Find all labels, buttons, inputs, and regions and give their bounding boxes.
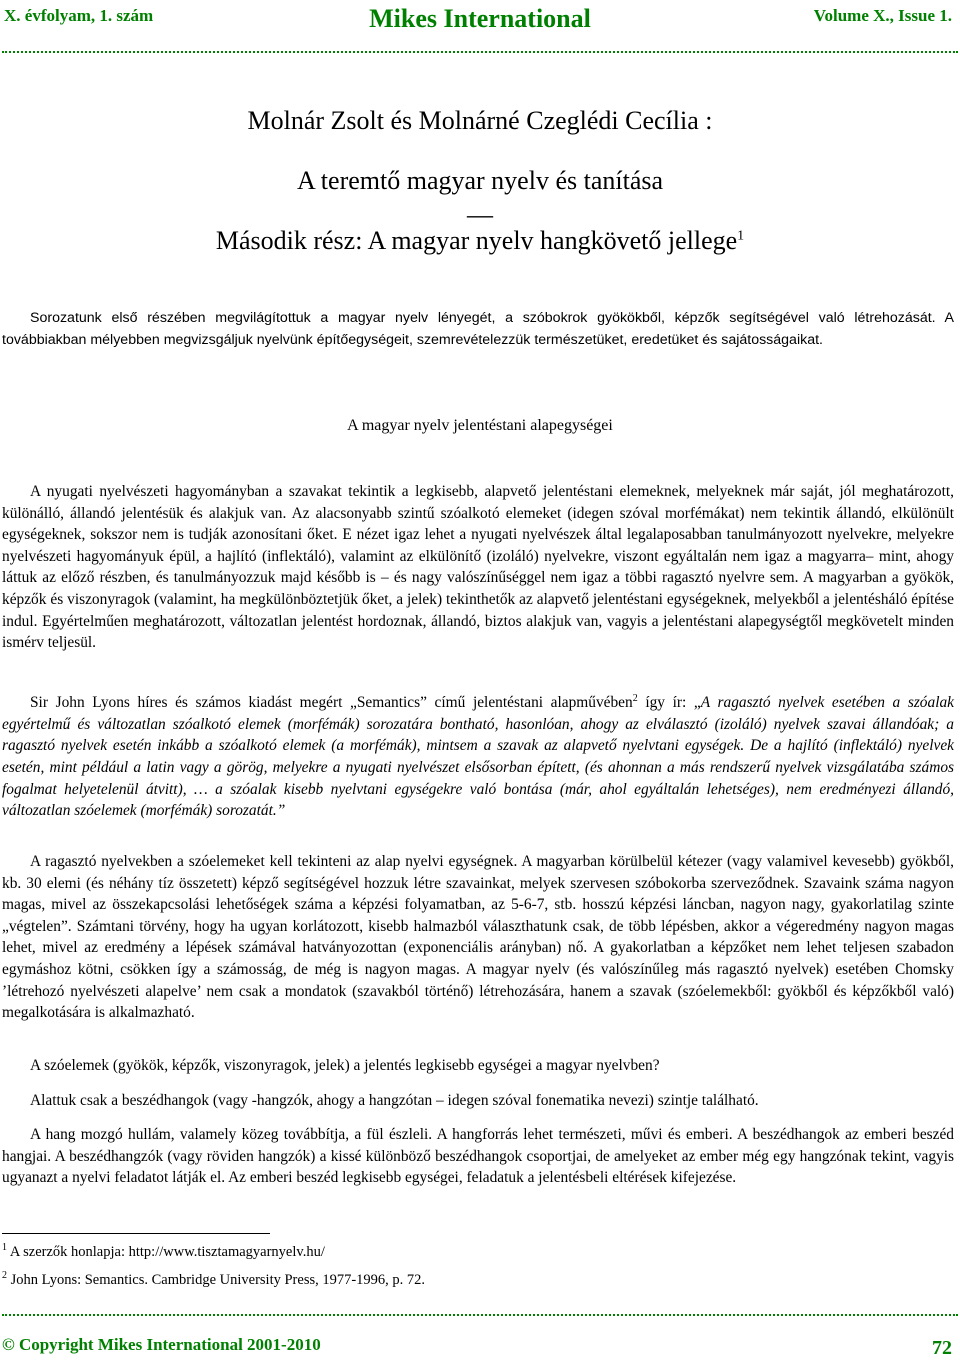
section-heading: A magyar nyelv jelentéstani alapegységei [347, 417, 613, 434]
footnote-2 [2, 1270, 425, 1289]
footnote-ref-1[interactable]: 1 [737, 228, 745, 244]
page-number: 72 [932, 1337, 952, 1359]
page-header [0, 2, 960, 38]
publication-title: Mikes International [369, 4, 591, 33]
subtitle-text: Második rész: A magyar nyelv hangkövető jellege [215, 226, 738, 255]
issue-label-hu: X. évfolyam, 1. szám [4, 6, 154, 25]
copyright-notice: © Copyright Mikes International 2001-2010 [2, 1335, 321, 1354]
body-paragraph-6: A hang mozgó hullám, valamely közeg továbbítja, a fül észleli. A hangforrás lehet természeti, művi és emberi. A beszédhangok az emberi beszéd hangjai. A beszédhangzók (vagy röviden hangzók) a kissé különböző beszédhangok csoportjai, de amelyeket az ember még egy hangzónak tekint, vagyis ugyanazt a nyelvi feladatot látják el. Az emberi beszéd legkisebb egységei, feladatuk a jelentésbeli eltérések kifejezése. [2, 1126, 954, 1187]
footnote-1-text[interactable]: A szerzők honlapja: http://www.tisztamagyarnyelv.hu/ [7, 1243, 325, 1260]
article-title: A teremtő magyar nyelv és tanítása [296, 166, 664, 195]
title-dash: — [467, 200, 493, 229]
footnote-2-number: 2 [2, 1270, 7, 1281]
article-authors: Molnár Zsolt és Molnárné Czeglédi Cecília : [247, 106, 713, 135]
p2-text-start: Sir John Lyons híres és számos kiadást megért „Semantics” című jelentéstani alapművében [30, 694, 633, 712]
body-paragraph-1: A nyugati nyelvészeti hagyományban a szavakat tekintik a legkisebb, alapvető jelentéstani elemeknek, melyeknek már saját, jól meghatározott, különálló, állandó jelentésük és alakjuk van. Az alacsonyabb szintű szóalkotó elemeket (idegen szóval morfémákat) nem tekintik állandó, elkülönült egységeknek, sokszor nem is tudják azonosítani őket. E nézet igaz lehet a nyugati nyelvészek által legalaposabban tanulmányozott nyelvekre, melyekre nyelvészeti hagyományuk épül, a hajlító (inflektáló), valamint az elkülönítő (izoláló) nyelvekre, viszont egyáltalán nem igaz a magyarra– mint, ahogy láttuk az előző részben, és tanulmányozzuk majd később is – és nagy valószínűséggel nem igaz a többi ragasztó nyelvre sem. A magyarban a gyökök, képzők és viszonyragok (valamint, ha megkülönböztetjük őket, a jelek) tekinthetők az alapvető jelentéstani egységeknek, melyekből a jelentésháló építése indul. Egyértelműen meghatározott, változatlan jelentést hordoznak, állandó, biztos alakjuk van, vagyis a jelentéstani alapegységtől megkövetelt minden ismérv teljesül. [2, 483, 954, 652]
footnote-divider [2, 1233, 270, 1234]
footnote-1-number: 1 [2, 1242, 7, 1253]
p2-text-mid: így ír: „ [637, 694, 701, 712]
footnote-ref-2[interactable]: 2 [632, 693, 638, 704]
footnote-2-text: John Lyons: Semantics. Cambridge University Press, 1977-1996, p. 72. [7, 1271, 426, 1288]
intro-paragraph: Sorozatunk első részében megvilágítottuk a magyar nyelv lényegét, a szóbokrok gyökökből, képzők segítségével való létrehozását. A továbbiakban mélyebben megvizsgáljuk nyelvünk építőegységeit, szemrevételezzük természetüket, eredetüket és sajátosságaikat. [2, 310, 954, 348]
body-paragraph-5: Alattuk csak a beszédhangok (vagy -hangzók, ahogy a hangzótan – idegen szóval fonematika nevezi) szintje található. [30, 1092, 759, 1109]
lyons-quote: A ragasztó nyelvek esetében a szóalak egyértelmű és változatlan szóalkotó elemek (morfémák) sorozatára bontható, hasonlóan, ahogy az elválasztó (izoláló) nyelvek szavai állandóak; a ragasztó nyelvek esetén inkább a szóalkotó elemek (a morfémák), mintsem a szavak az alapvető nyelvtani egységek. De a hajlító (inflektáló) nyelvek esetén, mint például a latin vagy a görög, melyekre a nyugati nyelvészet elsősorban épített, (és ahonnan a más rendszerű nyelvek vizsgálatába számos fogalmat helyetelenül átvitt), … a szóalak kisebb nyelvtani egységekre való bontása (már, ahol egyáltalán lehetséges), nem eredményezi állandó, változatlan szóelemek (morfémák) sorozatát.” [2, 694, 955, 820]
footer-divider [2, 1314, 958, 1316]
footnote-1 [2, 1242, 325, 1261]
body-paragraph-3: A ragasztó nyelvekben a szóelemeket kell tekinteni az alap nyelvi egységnek. A magyarban körülbelül kétezer (vagy valamivel kevesebb) gyökből, kb. 30 elemi (és néhány tíz összetett) képző segítségével hozzuk létre szavainkat, melyek szervesen szóbokorba szerveződnek. Szavaink száma nagyon magas, mivel az összekapcsolási lehetőségek száma a képzési folyamatban, az 5-6-7, stb. hosszú képzési láncban, nagyon nagy, gyakorlatilag szinte „végtelen”. Számtani törvény, hogy ha ugyan korlátozott, kisebb halmazból választhatunk csak, de több lépésben, akkor a végeredmény nagyon magas lehet, mivel az eredmény a lépések számával hatványozottan (exponenciális arányban) nő. A gyakorlatban a képzőket nem lehet teljesen szabadon egymáshoz kötni, csökken így a számosság, de még is nagyon magas. A magyar nyelv (és valószínűleg más ragasztó nyelvek) esetében Chomsky ’létrehozó nyelvészeti alapelve’ nem csak a mondatok (szavakból történő) létrehozására, hanem a szavak (szóelemekből: gyökből és képzőkből való) megalkotására is alkalmazható. [2, 853, 954, 1022]
body-paragraph-4: A szóelemek (gyökök, képzők, viszonyragok, jelek) a jelentés legkisebb egységei a magyar nyelvben? [30, 1057, 660, 1074]
header-divider [2, 51, 958, 53]
body-paragraph-2 [2, 688, 954, 822]
article-subtitle [0, 226, 960, 256]
issue-label-en: Volume X., Issue 1. [813, 6, 952, 25]
